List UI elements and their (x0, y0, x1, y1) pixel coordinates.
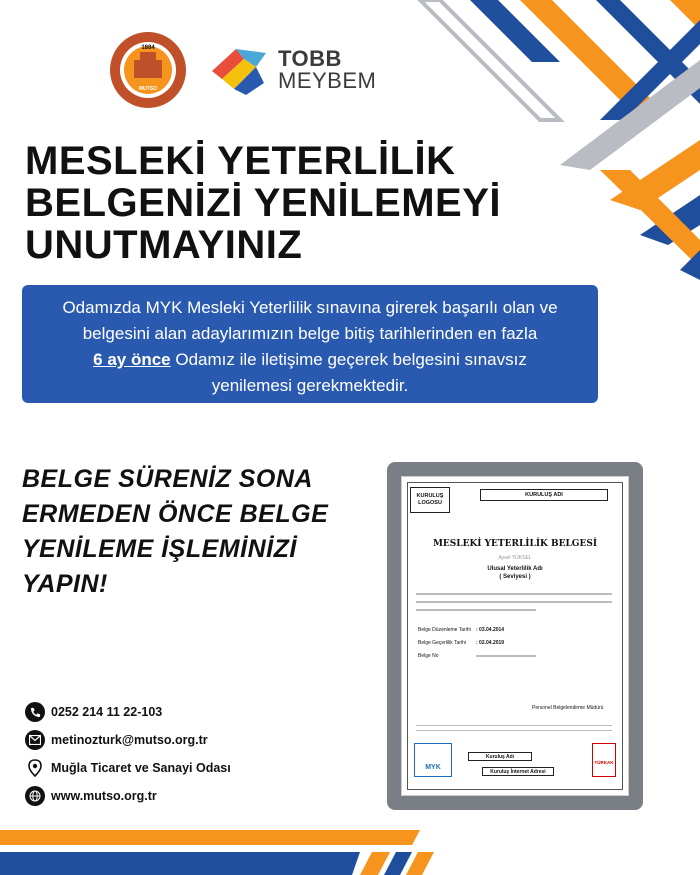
turkak-logo: TÜRKAK (592, 743, 616, 777)
info-line-rest: Odamız ile iletişime geçerek belgesini sınavsız (170, 350, 527, 369)
phone-icon (25, 702, 45, 722)
myk-logo: MYK (414, 743, 452, 777)
cert-org-name: KURULUŞ ADI (480, 489, 608, 501)
address-text: Muğla Ticaret ve Sanayi Odası (51, 761, 231, 775)
tobb-meybem-logo (206, 41, 376, 99)
cert-signature: Personel Belgelendirme Müdürü (532, 705, 604, 711)
callout-text (22, 462, 372, 602)
chamber-year: 1884 (141, 45, 155, 51)
location-pin-icon (25, 758, 45, 778)
cert-internet-address: Kuruluş İnternet Adresi (482, 767, 554, 776)
cert-no-row (418, 653, 536, 659)
callout-line: BELGE SÜRENİZ SONA (22, 465, 313, 493)
certificate-sample (401, 476, 629, 796)
callout-line: YAPIN! (22, 570, 108, 598)
cert-level: ( Seviyesi ) (499, 574, 531, 580)
contact-address (25, 754, 231, 782)
logo-bar (108, 30, 376, 110)
tobb-mark-icon (206, 41, 270, 99)
cert-kurulus-adi: Kuruluş Adı (468, 752, 532, 761)
meybem-text: MEYBEM (278, 68, 377, 93)
mail-icon (25, 730, 45, 750)
phone-text: 0252 214 11 22-103 (51, 705, 163, 719)
cert-qualification (402, 565, 628, 581)
cert-valid-date: : 02.04.2019 (476, 640, 505, 646)
cert-issue-label: Belge Düzenleme Tarihi (418, 627, 471, 633)
cert-title: MESLEKİ YETERLİLİK BELGESİ (432, 539, 598, 549)
cert-no-label: Belge No (418, 653, 439, 659)
cert-logo-box: KURULUŞ LOGOSU (410, 487, 450, 513)
contact-phone[interactable] (25, 698, 231, 726)
callout-line: ERMEDEN ÖNCE BELGE (22, 500, 329, 528)
headline-line: UNUTMAYINIZ (25, 223, 303, 267)
cert-valid-label: Belge Geçerlilik Tarihi (418, 640, 466, 646)
cert-holder-name: Aysel YÜKSEL (498, 555, 532, 561)
tobb-text: TOBB (278, 46, 342, 71)
cert-qualification-name: Ulusal Yeterlilik Adı (487, 566, 543, 572)
contact-website[interactable] (25, 782, 231, 810)
email-text: metinozturk@mutso.org.tr (51, 733, 208, 747)
main-headline (25, 140, 545, 266)
website-text: www.mutso.org.tr (51, 789, 157, 803)
info-emphasis: 6 ay önce (93, 350, 171, 369)
info-box (22, 285, 598, 403)
chamber-abbr: MUTSO (138, 86, 158, 92)
chamber-seal-logo (108, 30, 188, 110)
info-line: Odamızda MYK Mesleki Yeterlilik sınavına girerek başarılı olan ve (62, 298, 558, 317)
callout-line: YENİLEME İŞLEMİNİZİ (22, 535, 297, 563)
info-line-emphasis (34, 347, 586, 373)
headline-line: MESLEKİ YETERLİLİK (25, 139, 456, 183)
cert-issue-date: : 03.04.2014 (476, 627, 505, 633)
cert-issue-row (418, 627, 504, 633)
cert-valid-row (418, 640, 504, 646)
info-line: yenilemesi gerekmektedir. (211, 376, 409, 395)
contact-email[interactable] (25, 726, 231, 754)
headline-line: BELGENİZİ YENİLEMEYİ (25, 181, 501, 225)
info-line: belgesini alan adaylarımızın belge bitiş tarihlerinden en fazla (82, 324, 538, 343)
globe-icon (25, 786, 45, 806)
contact-list (25, 698, 231, 810)
certificate-frame (387, 462, 643, 810)
